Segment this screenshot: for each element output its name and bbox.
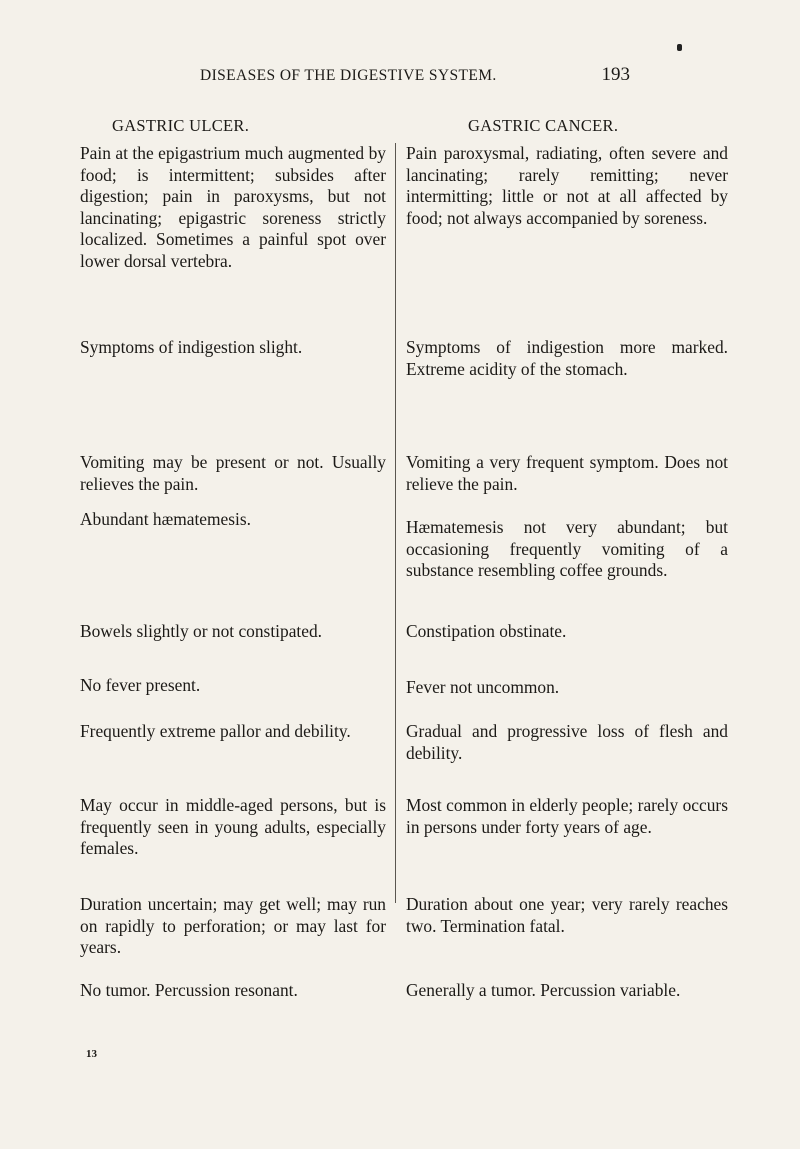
cancer-text: Hæmatemesis not very abundant; but occasioning frequently vomiting of a substance resembling coffee grounds. — [406, 517, 728, 581]
column-divider — [395, 143, 396, 903]
printer-mark — [677, 44, 682, 51]
ulcer-text: Duration uncertain; may get well; may run on rapidly to perforation; or may last for years. — [80, 894, 386, 958]
cancer-text: Vomiting a very frequent symptom. Does not relieve the pain. — [406, 452, 728, 494]
cancer-text: Duration about one year; very rarely reaches two. Termination fatal. — [406, 894, 728, 936]
ulcer-text: Vomiting may be present or not. Usually relieves the pain. — [80, 452, 386, 494]
cancer-text: Fever not uncommon. — [406, 677, 560, 697]
ulcer-text: Symptoms of indigestion slight. — [80, 337, 303, 357]
ulcer-text: Pain at the epigastrium much augmented by food; is intermittent; subsides after digestion; pain in paroxysms, but not lancinating; epigastric soreness strictly localized. Sometimes a painful spot over lower dorsal vertebra. — [80, 143, 386, 271]
cancer-text: Constipation obstinate. — [406, 621, 567, 641]
ulcer-text: No tumor. Percussion resonant. — [80, 980, 298, 1000]
cancer-text: Gradual and progressive loss of flesh and debility. — [406, 721, 728, 763]
ulcer-text: Abundant hæmatemesis. — [80, 509, 251, 529]
heading-gastric-cancer: GASTRIC CANCER. — [468, 116, 619, 135]
heading-gastric-ulcer: GASTRIC ULCER. — [112, 116, 250, 135]
ulcer-text: Frequently extreme pallor and debility. — [80, 721, 351, 741]
running-title: DISEASES OF THE DIGESTIVE SYSTEM. — [200, 67, 497, 84]
cancer-text: Symptoms of indigestion more marked. Extreme acidity of the stomach. — [406, 337, 728, 379]
signature-mark: 13 — [86, 1048, 97, 1060]
cancer-text: Most common in elderly people; rarely occurs in persons under forty years of age. — [406, 795, 728, 837]
page-number: 193 — [601, 64, 630, 85]
ulcer-text: May occur in middle-aged persons, but is frequently seen in young adults, especially females. — [80, 795, 386, 859]
running-head — [200, 64, 630, 86]
ulcer-text: No fever present. — [80, 675, 201, 695]
cancer-text: Pain paroxysmal, radiating, often severe and lancinating; rarely remitting; never intermitting; little or not at all affected by food; not always accompanied by soreness. — [406, 143, 728, 228]
cancer-text: Generally a tumor. Percussion variable. — [406, 980, 681, 1000]
ulcer-text: Bowels slightly or not constipated. — [80, 621, 322, 641]
